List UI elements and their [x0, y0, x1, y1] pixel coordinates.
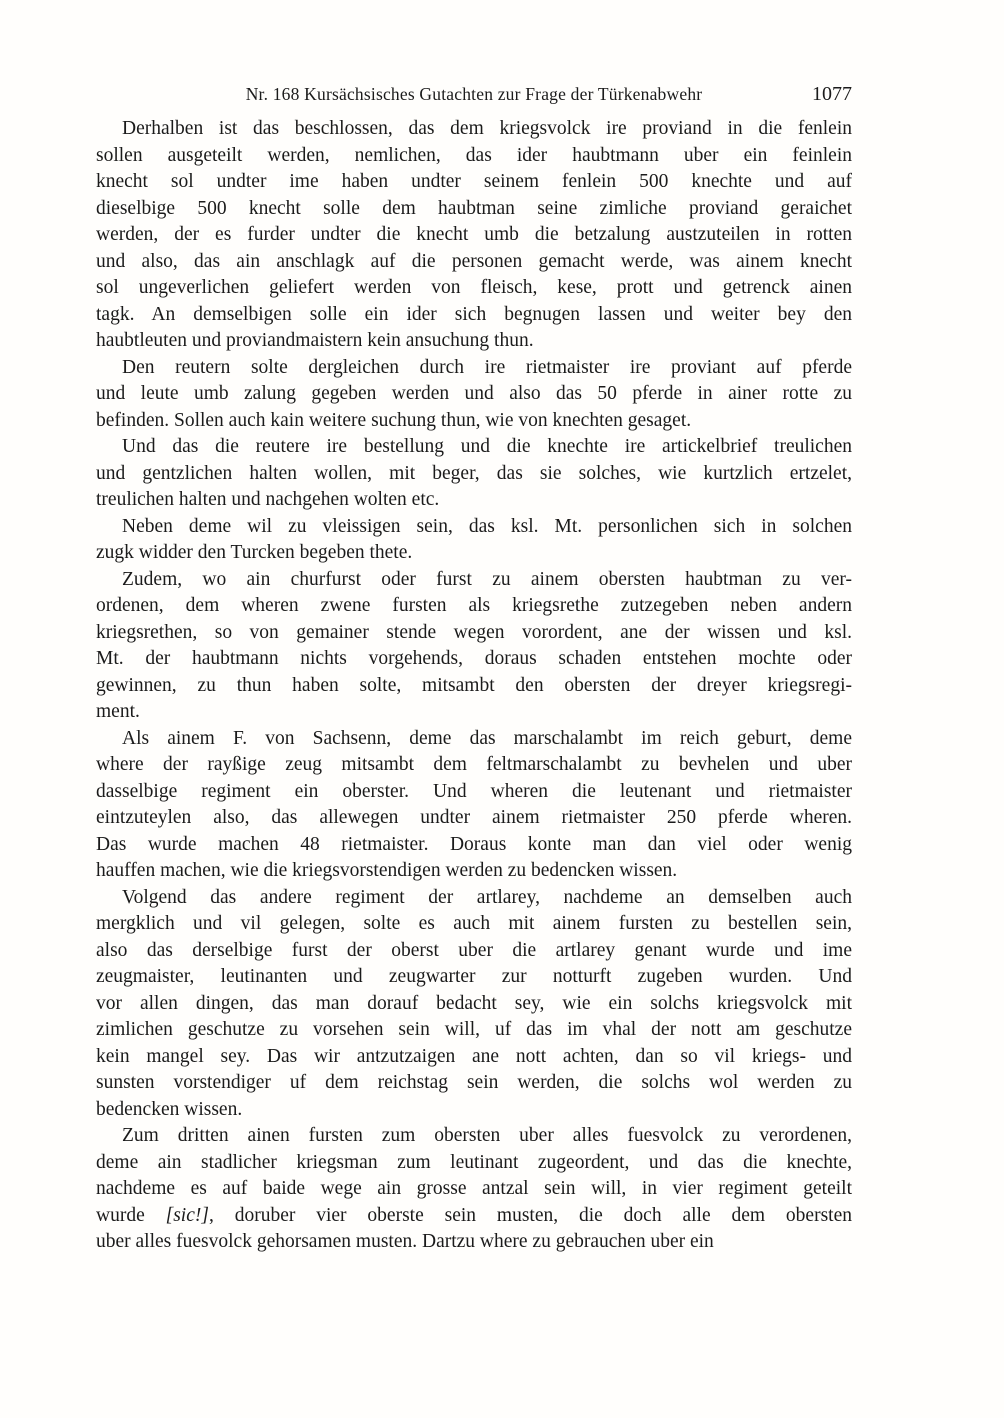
- text-line: knecht sol undter ime haben undter seinem fenlein 500 knechte und auf: [96, 171, 852, 192]
- text-line: also das derselbige furst der oberst uber die artlarey genant wurde und ime: [96, 939, 852, 961]
- text-line: deme ain stadlicher kriegsman zum leutinant zugeordent, und das die knechte,: [96, 1151, 852, 1173]
- running-title: Nr. 168 Kursächsisches Gutachten zur Frage der Türkenabwehr: [245, 84, 703, 104]
- text-line: sol ungeverlichen geliefert werden von fleisch, kese, prott und getrenck ainen: [96, 277, 852, 298]
- paragraph: [96, 434, 852, 514]
- text-line: ment.: [96, 701, 140, 722]
- text-line: und also, das ain anschlagk auf die personen gemacht werde, was ainem knecht: [96, 250, 852, 272]
- paragraph: [96, 355, 852, 435]
- text-line: mergklich und vil gelegen, solte es auch mit ainem fursten zu bestellen sein,: [96, 913, 852, 934]
- text-line: kein mangel sey. Das wir antzutzaigen ane nott achten, dan so vil kriegs- und: [96, 1045, 852, 1067]
- text-line: werden, der es furder undter die knecht umb die betzalung austzuteilen in rotten: [96, 224, 852, 245]
- text-line: Volgend das andere regiment der artlarey, nachdeme an demselben auch: [122, 886, 852, 908]
- text-line: und gentzlichen halten wollen, mit beger, das sie solches, wie kurtzlich ertzelet,: [96, 462, 852, 484]
- text-line: gewinnen, zu thun haben solte, mitsambt den obersten der dreyer kriegsregi-: [96, 674, 852, 696]
- text-line: Derhalben ist das beschlossen, das dem kriegsvolck ire proviand in die fenlein: [122, 118, 852, 139]
- text-line: Zudem, wo ain churfurst oder furst zu ainem obersten haubtman zu ver-: [122, 568, 852, 590]
- text-line: sunsten vorstendiger uf dem reichstag sein werden, die solchs wol werden zu: [96, 1072, 852, 1093]
- text-line: eintzuteylen also, das allewegen undter ainem rietmaister 250 pferde wheren.: [96, 807, 852, 828]
- paragraph: [96, 885, 852, 1124]
- text-line: nachdeme es auf baide wege ain grosse antzal sein will, in vier regiment geteilt: [96, 1178, 852, 1199]
- text-line: Den reutern solte dergleichen durch ire rietmaister ire proviant auf pferde: [122, 356, 852, 378]
- text-line: uber alles fuesvolck gehorsamen musten. Dartzu where zu gebrauchen uber ein: [96, 1231, 714, 1252]
- text-line: where der rayßige zeug mitsambt dem feltmarschalambt zu bevhelen und uber: [96, 754, 852, 775]
- text-line: Das wurde machen 48 rietmaister. Doraus konte man dan viel oder wenig: [96, 833, 852, 855]
- text-line: treulichen halten und nachgehen wolten etc.: [96, 489, 440, 510]
- paragraph: [96, 514, 852, 567]
- text-line: und leute umb zalung gegeben werden und also das 50 pferde in ainer rotte zu: [96, 383, 852, 404]
- text-line: tagk. An demselbigen solle ein ider sich begnugen lassen und weiter bey den: [96, 303, 852, 325]
- text-line: hauffen machen, wie die kriegsvorstendigen werden zu bedencken wissen.: [96, 860, 678, 881]
- text-line: dasselbige regiment ein oberster. Und wheren die leutenant und rietmaister: [96, 780, 852, 802]
- text-line: Und das die reutere ire bestellung und die knechte ire artickelbrief treulichen: [122, 436, 852, 457]
- page-header: [96, 82, 852, 106]
- text-line: Mt. der haubtmann nichts vorgehends, doraus schaden entstehen mochte oder: [96, 648, 852, 669]
- page-number: 1077: [812, 83, 852, 105]
- text-line: bedencken wissen.: [96, 1098, 243, 1120]
- paragraph: [96, 726, 852, 885]
- text-line: Zum dritten ainen fursten zum obersten uber alles fuesvolck zu verordenen,: [122, 1125, 852, 1146]
- text-line: wurde [sic!], doruber vier oberste sein musten, die doch alle dem obersten: [96, 1204, 852, 1226]
- text-line: haubtleuten und proviandmaistern kein ansuchung thun.: [96, 330, 534, 351]
- text-line: zeugmaister, leutinanten und zeugwarter zur notturft zugeben wurden. Und: [96, 966, 852, 987]
- text-line: befinden. Sollen auch kain weitere suchung thun, wie von knechten gesaget.: [96, 409, 692, 431]
- text-line: ordenen, dem wheren zwene fursten als kriegsrethe zutzegeben neben andern: [96, 595, 852, 616]
- page-body: [96, 116, 852, 1256]
- paragraph: [96, 567, 852, 726]
- text-line: Als ainem F. von Sachsenn, deme das marschalambt im reich geburt, deme: [122, 727, 852, 749]
- sic-annotation: [sic!]: [165, 1204, 209, 1226]
- text-line: kriegsrethen, so von gemainer stende wegen vorordent, ane der wissen und ksl.: [96, 621, 852, 643]
- text-line: zimlichen geschutze zu vorsehen sein will, uf das im vhal der nott am geschutze: [96, 1019, 852, 1040]
- paragraph: [96, 1123, 852, 1256]
- text-line: zugk widder den Turcken begeben thete.: [96, 542, 413, 563]
- text-line: vor allen dingen, das man dorauf bedacht sey, wie ein solchs kriegsvolck mit: [96, 992, 852, 1014]
- text-line: sollen ausgeteilt werden, nemlichen, das ider haubtmann uber ein feinlein: [96, 144, 852, 166]
- paragraph: [96, 116, 852, 355]
- text-line: Neben deme wil zu vleissigen sein, das ksl. Mt. personlichen sich in solchen: [122, 515, 852, 537]
- text-line: dieselbige 500 knecht solle dem haubtman seine zimliche proviand geraichet: [96, 197, 852, 219]
